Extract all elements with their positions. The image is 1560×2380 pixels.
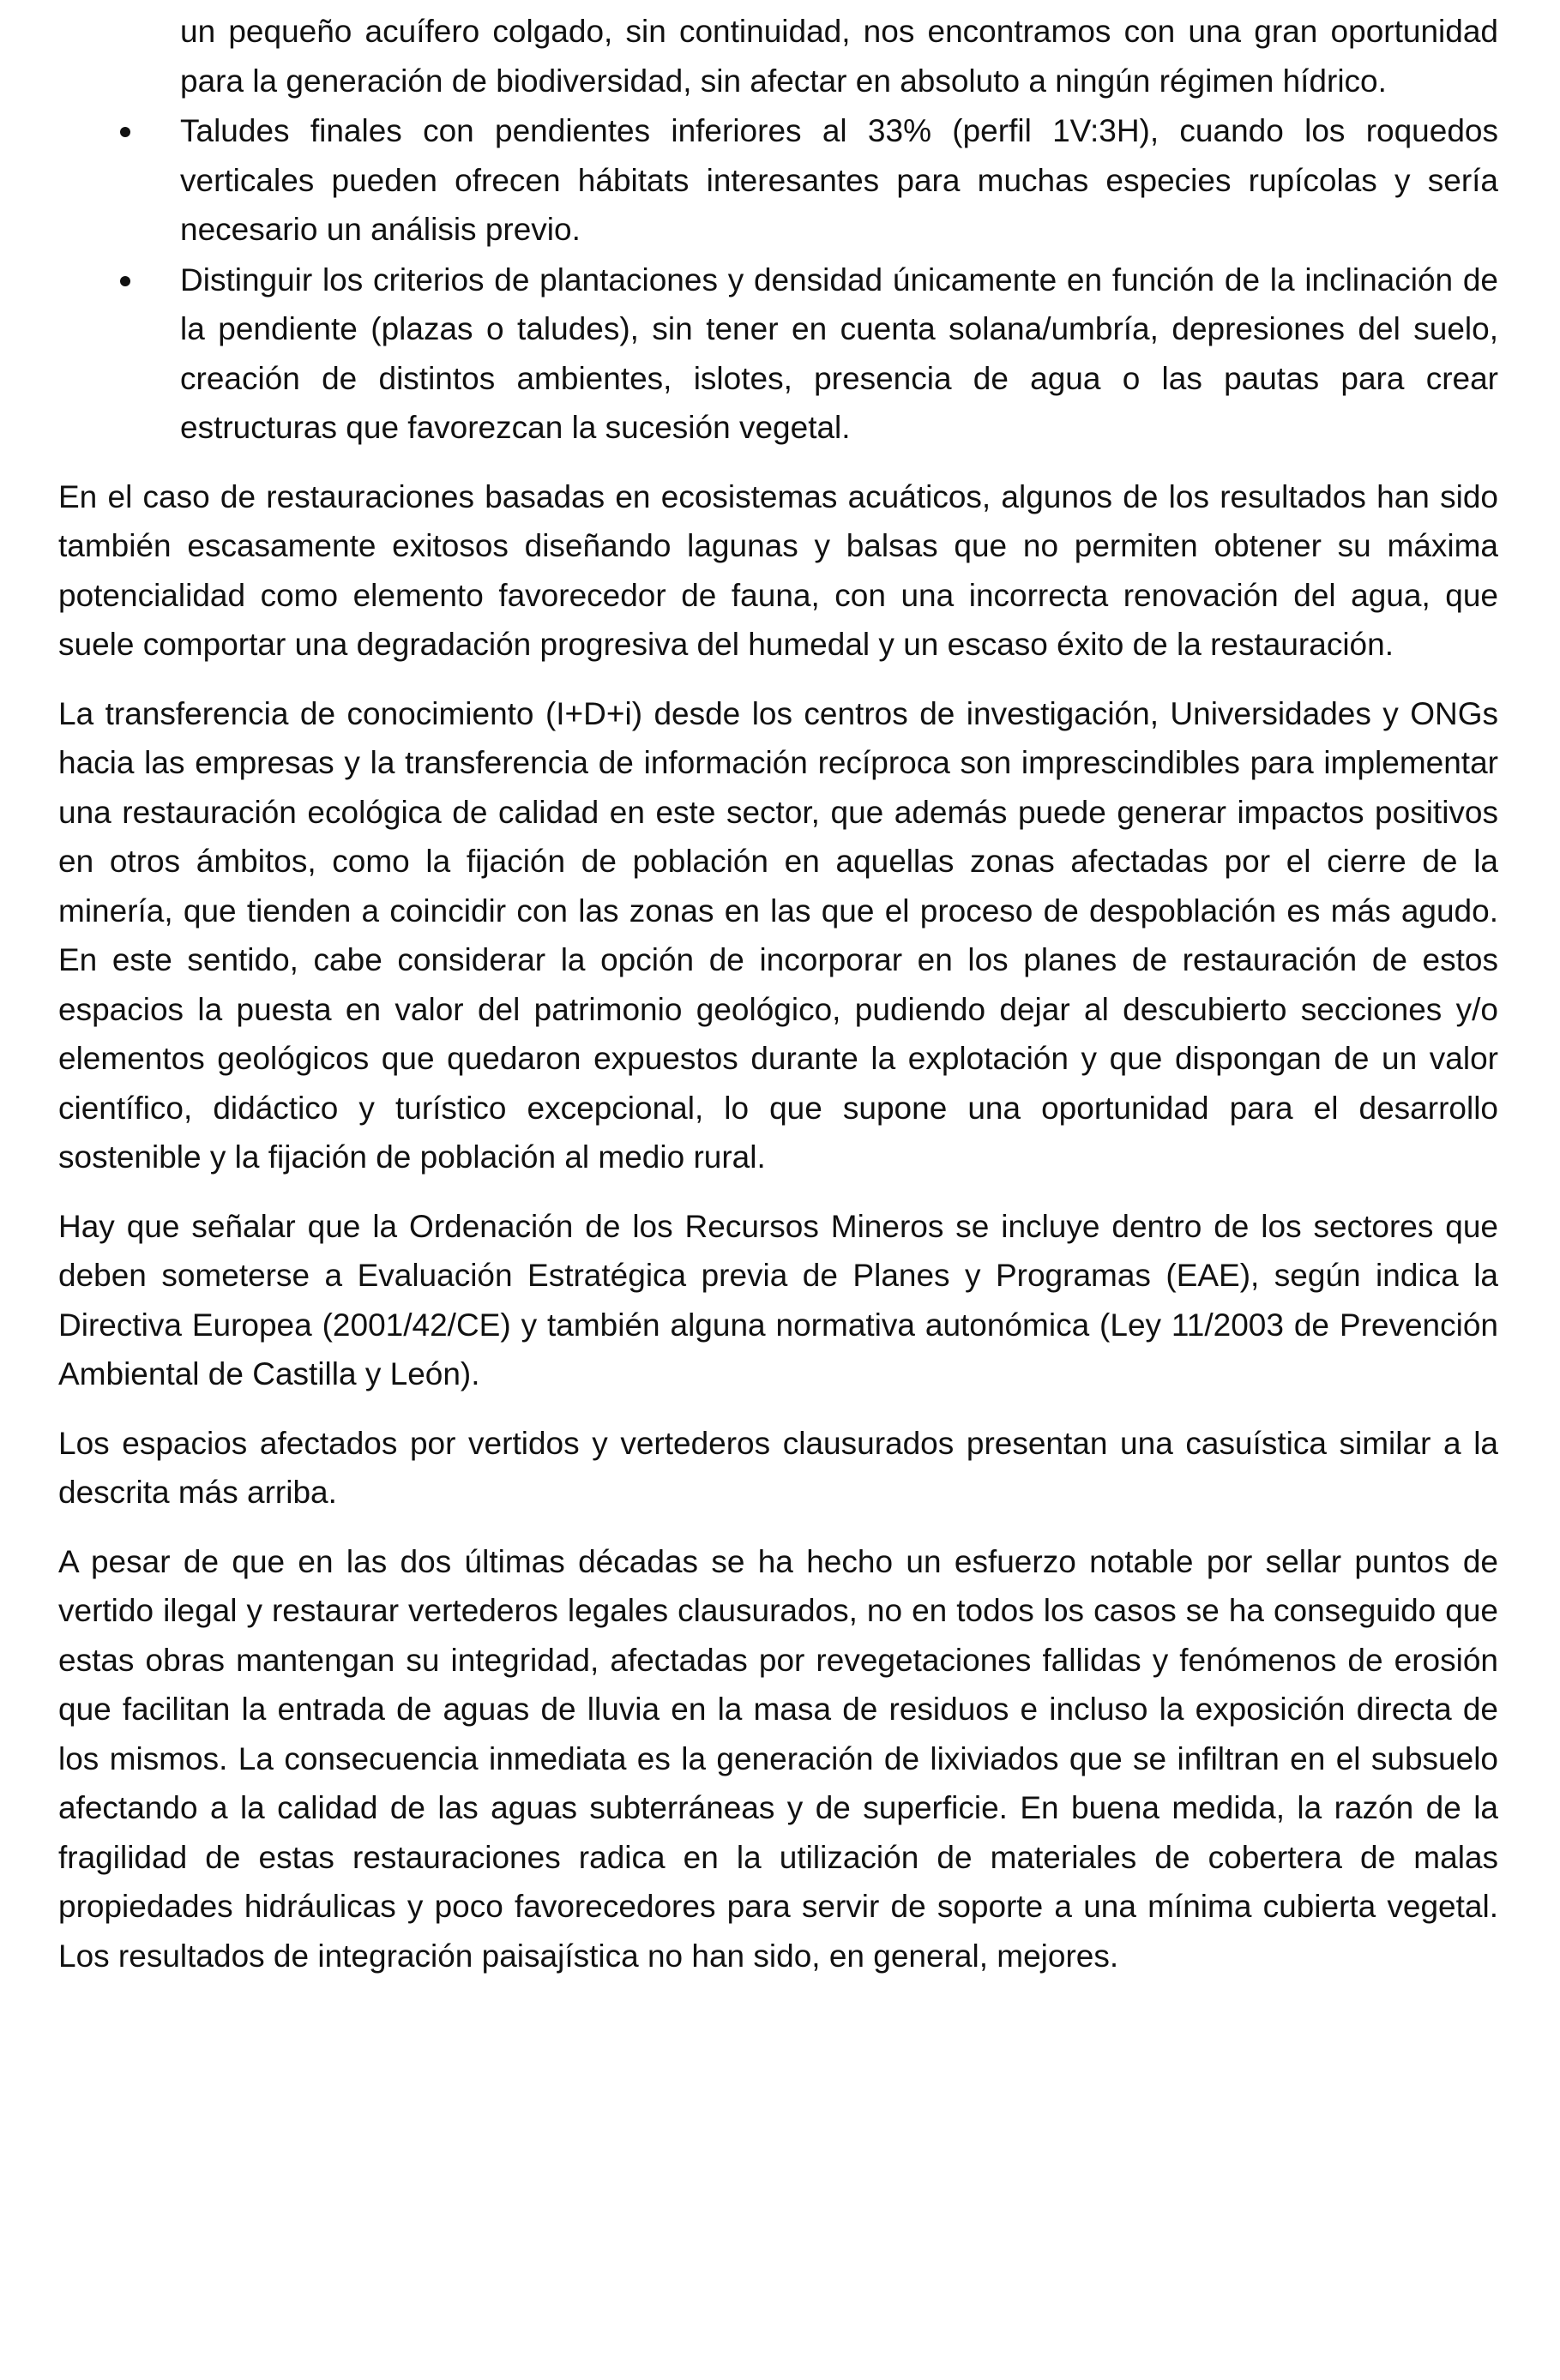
bullet-item-continued (180, 7, 1498, 105)
paragraph-vertederos: Los espacios afectados por vertidos y vertederos clausurados presentan una casuística similar a la descrita más arriba. (58, 1425, 1498, 1510)
paragraph-esfuerzo-sellado: A pesar de que en las dos últimas décadas se ha hecho un esfuerzo notable por sellar puntos de vertido ilegal y restaurar vertederos legales clausurados, no en todos los casos se ha conseguido que estas obras mantengan su integridad, afectadas por revegetaciones fallidas y fenómenos de erosión que facilitan la entrada de aguas de lluvia en la masa de residuos e incluso la exposición directa de los mismos. La consecuencia inmediata es la generación de lixiviados que se infiltran en el subsuelo afectando a la calidad de las aguas subterráneas y de superficie. En buena medida, la razón de la fragilidad de estas restauraciones radica en la utilización de materiales de cobertera de malas propiedades hidráulicas y poco favorecedores para servir de soporte a una mínima cubierta vegetal. Los resultados de integración paisajística no han sido, en general, mejores. (58, 1543, 1498, 1974)
paragraph-ordenacion-recursos: Hay que señalar que la Ordenación de los Recursos Mineros se incluye dentro de los sectores que deben someterse a Evaluación Estratégica previa de Planes y Programas (EAE), según indica la Directiva Europea (2001/42/CE) y también alguna normativa autonómica (Ley 11/2003 de Prevención Ambiental de Castilla y León). (58, 1208, 1498, 1391)
bullet-item-criterios (180, 255, 1498, 453)
bullet-text: Taludes finales con pendientes inferiores al 33% (perfil 1V:3H), cuando los roquedos verticales pueden ofrecen hábitats interesantes para muchas especies rupícolas y sería necesario un análisis previo. (180, 113, 1498, 247)
bullet-dot-icon (120, 127, 130, 137)
paragraph-transferencia-conocimiento: La transferencia de conocimiento (I+D+i) desde los centros de investigación, Universidades y ONGs hacia las empresas y la transferencia de información recíproca son imprescindibles para implementar una restauración ecológica de calidad en este sector, que además puede generar impactos positivos en otros ámbitos, como la fijación de población en aquellas zonas afectadas por el cierre de la minería, que tienden a coincidir con las zonas en las que el proceso de despoblación es más agudo. En este sentido, cabe considerar la opción de incorporar en los planes de restauración de estos espacios la puesta en valor del patrimonio geológico, pudiendo dejar al descubierto secciones y/o elementos geológicos que quedaron expuestos durante la explotación y que dispongan de un valor científico, didáctico y turístico excepcional, lo que supone una oportunidad para el desarrollo sostenible y la fijación de población al medio rural. (58, 695, 1498, 1175)
paragraph-ecosistemas-acuaticos: En el caso de restauraciones basadas en ecosistemas acuáticos, algunos de los resultados han sido también escasamente exitosos diseñando lagunas y balsas que no permiten obtener su máxima potencialidad como elemento favorecedor de fauna, con una incorrecta renovación del agua, que suele comportar una degradación progresiva del humedal y un escaso éxito de la restauración. (58, 478, 1498, 662)
bullet-list (58, 7, 1498, 453)
bullet-dot-icon (120, 276, 130, 286)
bullet-text: Distinguir los criterios de plantaciones y densidad únicamente en función de la inclinación de la pendiente (plazas o taludes), sin tener en cuenta solana/umbría, depresiones del suelo, creación de distintos ambientes, islotes, presencia de agua o las pautas para crear estructuras que favorezcan la sucesión vegetal. (180, 261, 1498, 445)
bullet-item-taludes (180, 106, 1498, 255)
bullet-text: un pequeño acuífero colgado, sin continuidad, nos encontramos con una gran oportunidad para la generación de biodiversidad, sin afectar en absoluto a ningún régimen hídrico. (180, 14, 1498, 99)
